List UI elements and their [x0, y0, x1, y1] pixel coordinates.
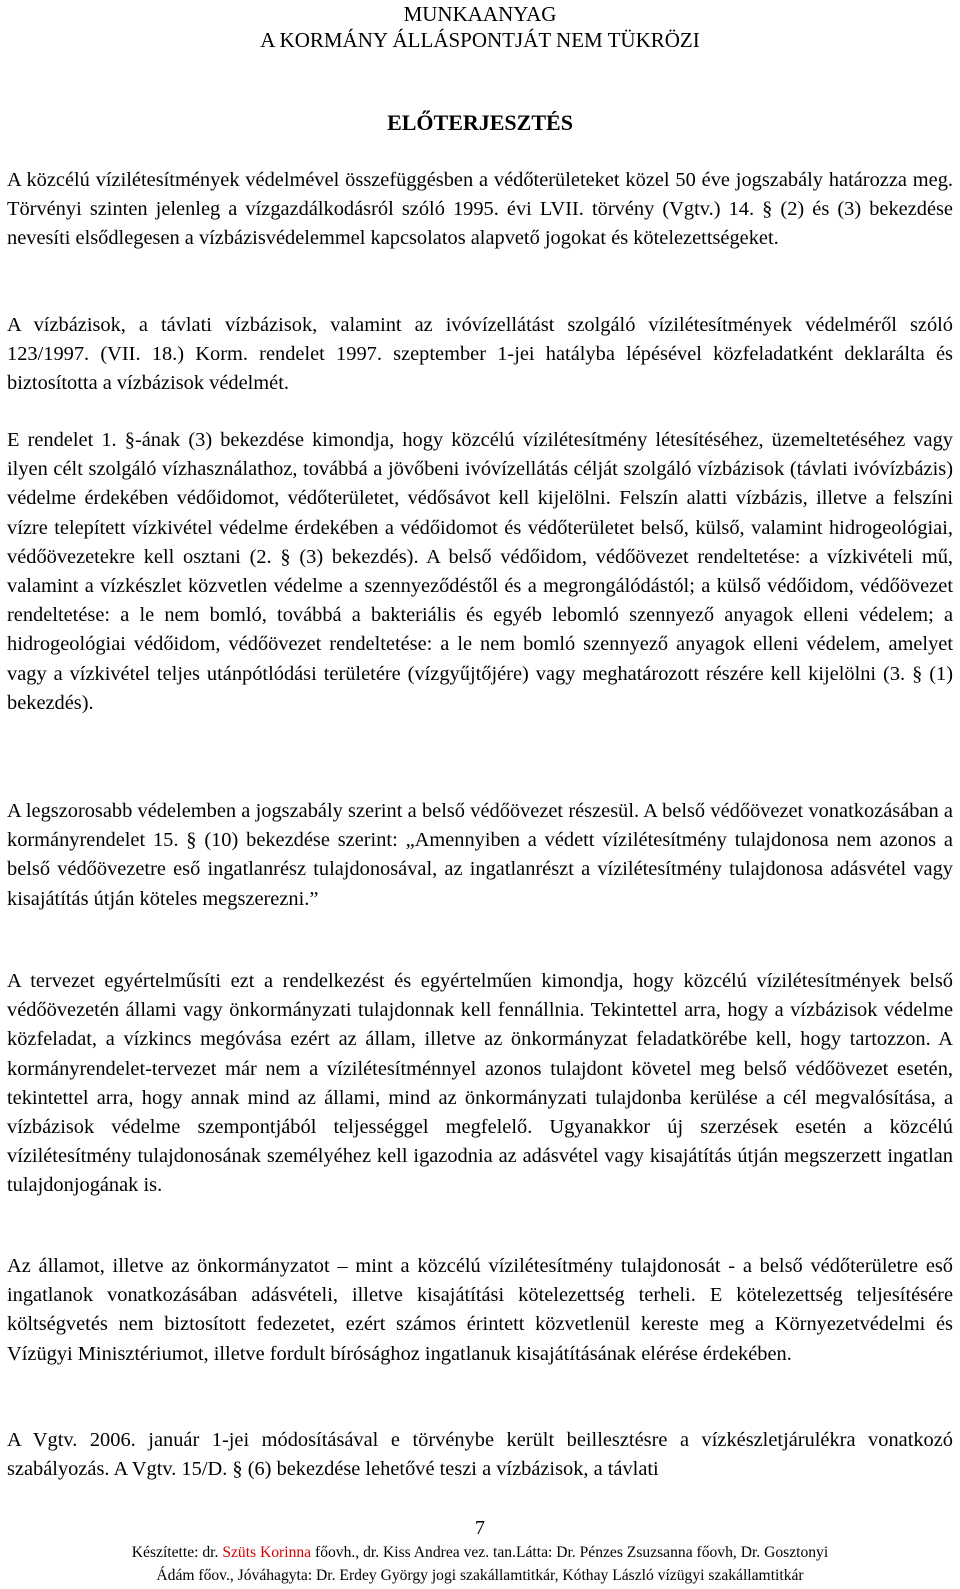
paragraph-7: A Vgtv. 2006. január 1-jei módosításával e törvénybe került beillesztésre a vízkészletjárulékra vonatkozó szabályozás. A Vgtv. 15/D. § (6) bekezdése lehetővé teszi a vízbázisok, a távlati [7, 1429, 953, 1481]
paragraph-5: A tervezet egyértelműsíti ezt a rendelkezést és egyértelműen kimondja, hogy közcélú vízilétesítmények belső védőövezetén állami vagy önkormányzati tulajdonnak kell fennállnia. Tekintettel arra, hogy a vízbázisok védelme közfeladat, a vízkincs megóvása ezért az állam, illetve az önkormányzat feladatkörébe kell, hogy tartozzon. A kormányrendelet-tervezet már nem a vízilétesítménnyel azonos tulajdont követel meg belső védőövezet esetén, tekintettel arra, hogy annak mind az állami, mind az önkormányzati tulajdonba kerülése a cél megvalósítása, a vízbázisok védelme szempontjából teljességgel megfelelő. Ugyanakkor új szerzések esetén a közcélú vízilétesítmény tulajdonosának személyéhez kell igazodnia az adásvétel vagy kisajátítás útján megszerzett ingatlan tulajdonjogának is. [7, 970, 953, 1197]
footer-reviewers: főovh., dr. Kiss Andrea vez. tan.Látta: Dr. Pénzes Zsuzsanna főovh, Dr. Gosztonyi [311, 1544, 829, 1561]
paragraph-6: Az államot, illetve az önkormányzatot – mint a közcélú vízilétesítmény tulajdonosát - a belső védőterületre eső ingatlanok vonatkozásában adásvételi, illetve kisajátítási kötelezettség terheli. E kötelezettség teljesítésére költségvetés nem biztosított fedezetet, ezért számos érintett közvetlenül kereste meg a Környezetvédelmi és Vízügyi Minisztériumot, illetve fordult bírósághoz ingatlanuk kisajátításának elérése érdekében. [7, 1255, 953, 1365]
paragraph-3: E rendelet 1. §-ának (3) bekezdése kimondja, hogy közcélú vízilétesítmény létesítéséhez, üzemeltetéséhez vagy ilyen célt szolgáló vízhasználathoz, továbbá a jövőbeni ivóvízellátás célját szolgáló vízbázisok (távlati ivóvízbázis) védelme érdekében védőidomot, védőterületet, védősávot kell kijelölni. Felszín alatti vízbázis, illetve a felszíni vízre telepített vízkivétel védelme érdekében a védőidomot és védőterületet belső, külső, valamint hidrogeológiai, védőövezetekre kell osztani (2. § (3) bekezdés). A belső védőidom, védőövezet rendeltetése: a vízkivételi mű, valamint a vízkészlet közvetlen védelme a szennyeződéstől és a megrongálódástól; a külső védőidom, védőövezet rendeltetése: a le nem bomló, továbbá a bakteriális és egyéb lebomló szennyező anyagok elleni védelem; a hidrogeológiai védőidom, védőövezet rendeltetése: a le nem bomló szennyező anyagok elleni védelem, amelyet vagy a vízkivétel teljes utánpótlódási területére (vízgyűjtőjére) vagy meghatározott részére kell kijelölni (3. § (1) bekezdés). [7, 429, 953, 714]
header-line-disclaimer: A KORMÁNY ÁLLÁSPONTJÁT NEM TÜKRÖZI [260, 28, 700, 52]
paragraph-1: A közcélú vízilétesítmények védelmével összefüggésben a védőterületeket közel 50 éve jogszabály határozza meg. Törvényi szinten jelenleg a vízgazdálkodásról szóló 1995. évi LVII. törvény (Vgtv.) 14. § (2) és (3) bekezdése nevesíti elsődlegesen a vízbázisvédelemmel kapcsolatos alapvető jogokat és kötelezettségeket. [7, 169, 953, 250]
footer-author-name: Szüts Korinna [222, 1544, 312, 1561]
document-title: ELŐTERJESZTÉS [387, 110, 573, 135]
paragraph-4: A legszorosabb védelemben a jogszabály szerint a belső védőövezet részesül. A belső védőövezet vonatkozásában a kormányrendelet 15. § (10) bekezdése szerint: „Amennyiben a védett vízilétesítmény tulajdonosa nem azonos a belső védőövezetre eső ingatlanrész tulajdonosával, az ingatlanrészt a vízilétesítmény tulajdonosa adásvétel vagy kisajátítás útján köteles megszerezni.” [7, 800, 953, 910]
paragraph-2: A vízbázisok, a távlati vízbázisok, valamint az ivóvízellátást szolgáló vízilétesítmények védelméről szóló 123/1997. (VII. 18.) Korm. rendelet 1997. szeptember 1-jei hatályba lépésével közfeladatként deklarálta és biztosította a vízbázisok védelmét. [7, 314, 953, 395]
draft-header [0, 0, 960, 53]
footer-prepared-by: Készítette: dr. [131, 1544, 223, 1561]
header-line-draft: MUNKAANYAG [403, 2, 557, 26]
footer-line-2: Ádám főov., Jóváhagyta: Dr. Erdey György jogi szakállamtitkár, Kóthay László vízügyi szakállamtitkár [156, 1567, 804, 1584]
footer-line-1 [0, 1541, 960, 1564]
document-footer [0, 1541, 960, 1587]
page-number: 7 [475, 1517, 485, 1539]
